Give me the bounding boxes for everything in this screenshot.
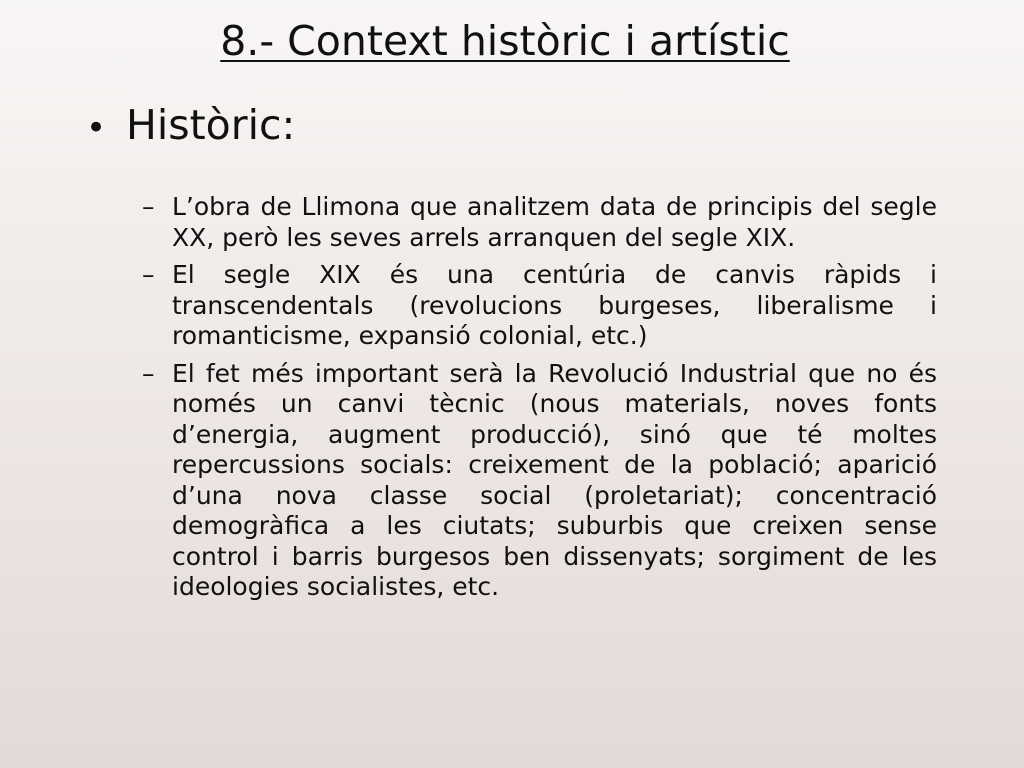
bullet-icon: • xyxy=(86,108,107,148)
bullet-historic xyxy=(86,98,295,155)
slide-title xyxy=(0,14,1010,68)
dash-icon: – xyxy=(142,260,155,289)
list-item-text: L’obra de Llimona que analitzem data de principis del segle XX, però les seves arrels arranquen del segle XIX. xyxy=(172,192,937,252)
list-item xyxy=(142,192,937,253)
bullet-label: Històric: xyxy=(126,101,296,149)
list-item-text: El segle XIX és una centúria de canvis ràpids i transcendentals (revolucions burgeses, liberalisme i romanticisme, expansió colonial, etc.) xyxy=(172,260,937,350)
dash-icon: – xyxy=(142,358,155,388)
sub-bullet-list xyxy=(142,192,937,610)
list-item xyxy=(142,359,937,603)
slide-title-text: 8.- Context històric i artístic xyxy=(220,17,790,65)
dash-icon: – xyxy=(142,192,155,221)
list-item-text: El fet més important serà la Revolució Industrial que no és només un canvi tècnic (nous materials, noves fonts d’energia, augment producció), sinó que té moltes repercussions socials: creixement de la població; aparició d’una nova classe social (proletariat); concentració demogràfica a les ciutats; suburbis que creixen sense control i barris burgesos ben dissenyats; sorgiment de les ideologies socialistes, etc. xyxy=(172,358,937,601)
list-item xyxy=(142,260,937,352)
